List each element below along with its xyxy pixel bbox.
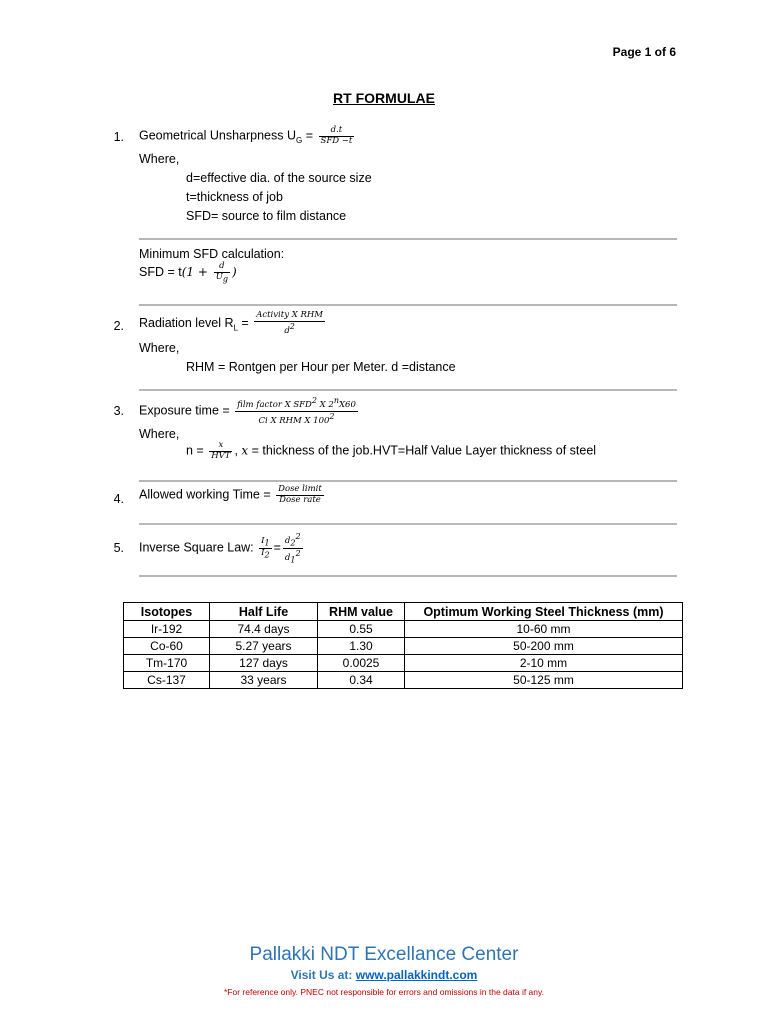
divider (139, 304, 677, 306)
formula-3-n-lhs: n = (186, 443, 204, 458)
table-cell: 1.30 (318, 638, 405, 655)
formula-4-number: 4. (113, 492, 124, 506)
min-sfd-close: ) (232, 265, 237, 280)
formula-2-number: 2. (113, 319, 124, 333)
formula-1-numerator: d.t (319, 126, 355, 137)
table-row (124, 672, 683, 689)
header-half-life: Half Life (210, 603, 318, 621)
table-header-row (124, 603, 683, 621)
table-cell: Ir-192 (124, 621, 210, 638)
min-sfd-heading: Minimum SFD calculation: (139, 247, 285, 261)
formula-2-where: Where, (139, 341, 180, 355)
min-sfd-numerator: d (214, 262, 230, 273)
formula-1-sub: G (296, 136, 303, 146)
table-cell: 74.4 days (210, 621, 318, 638)
formula-3-n-definition: n = $\frac{x}{\text{HVT}}$ , x = thickness of the job.HVT=Half Value Layer thickness of steel (186, 440, 597, 461)
table-cell: 50-125 mm (405, 672, 683, 689)
formula-3-number: 3. (113, 404, 124, 418)
formula-1-def-sfd: SFD= source to film distance (186, 209, 347, 223)
formula-3-n-def: = thickness of the job.HVT=Half Value Layer thickness of steel (248, 443, 597, 458)
footer-center-name: Pallakki NDT Excellance Center (249, 944, 519, 965)
footer-visit (0, 968, 768, 982)
table-cell: 0.34 (318, 672, 405, 689)
table-row (124, 655, 683, 672)
page-title: RT FORMULAE (333, 90, 435, 106)
formula-5-right-fraction: $\frac{d_2^2}{d_1^2}$ (284, 532, 301, 565)
formula-3-x: x (241, 443, 249, 458)
table-cell: 2-10 mm (405, 655, 683, 672)
table-cell: 0.55 (318, 621, 405, 638)
formula-4-fraction (276, 485, 324, 506)
footer-website-link[interactable]: www.pallakkindt.com (355, 968, 478, 982)
formula-3-numerator: film factor X SFD$^2$ X 2$^n$X60 (237, 396, 356, 410)
divider (139, 480, 677, 482)
table-cell: 10-60 mm (405, 621, 683, 638)
formula-1-eq: = (302, 128, 314, 143)
formula-5-inverse-square-law (139, 532, 305, 564)
formula-1-def-d: d=effective dia. of the source size (186, 171, 372, 185)
page-number: Page 1 of 6 (612, 45, 676, 59)
divider (139, 389, 677, 391)
header-rhm-value: RHM value (318, 603, 405, 621)
formula-2-denominator: $d^2$ (284, 321, 295, 336)
table-cell: 33 years (210, 672, 318, 689)
formula-2-eq: = (237, 315, 249, 330)
table-row (124, 638, 683, 655)
formula-1-number: 1. (113, 130, 124, 144)
footer-disclaimer: *For reference only. PNEC not responsible for errors and omissions in the data if any. (223, 987, 544, 997)
formula-1-def-t: t=thickness of job (186, 190, 283, 204)
formula-3-denominator: Ci X RHM X $100^2$ (258, 411, 335, 426)
footer-visit-label: Visit Us at: (290, 968, 356, 982)
divider (139, 575, 677, 577)
divider (139, 523, 677, 525)
formula-1-label: Geometrical Unsharpness U (139, 128, 297, 143)
formula-2-radiation-level (139, 311, 327, 336)
formula-2-numerator: Activity X RHM (256, 310, 323, 320)
formula-2-def: RHM = Rontgen per Hour per Meter. d =distance (186, 360, 456, 374)
formula-2-fraction (254, 311, 325, 336)
header-optimum-thickness: Optimum Working Steel Thickness (mm) (405, 603, 683, 621)
table-cell: Co-60 (124, 638, 210, 655)
header-isotopes: Isotopes (124, 603, 210, 621)
formula-3-n-fraction (209, 441, 232, 462)
formula-1-fraction (319, 126, 355, 147)
formula-1-denominator: SFD −t (320, 135, 353, 146)
divider (139, 238, 677, 240)
formula-4-numerator: Dose limit (278, 484, 322, 494)
min-sfd-fraction (214, 262, 230, 284)
isotope-table (123, 602, 683, 689)
min-sfd-formula (139, 262, 237, 284)
formula-5-eq: = (273, 540, 281, 555)
formula-1-geometrical-unsharpness (139, 126, 356, 147)
formula-3-exposure-time (139, 396, 360, 426)
formula-5-number: 5. (113, 541, 124, 555)
formula-2-sub: L (233, 323, 238, 333)
table-cell: 0.0025 (318, 655, 405, 672)
formula-3-n-denominator: HVT (211, 450, 231, 461)
min-sfd-lhs: SFD = t (139, 265, 182, 280)
table-cell: 127 days (210, 655, 318, 672)
formula-5-label: Inverse Square Law: (139, 540, 254, 555)
table-cell: Tm-170 (124, 655, 210, 672)
formula-4-allowed-working-time (139, 485, 326, 506)
table-cell: 50-200 mm (405, 638, 683, 655)
formula-3-fraction (235, 396, 358, 426)
formula-2-label: Radiation level R (139, 315, 234, 330)
formula-5-left-fraction: $\frac{I_1}{I_2}$ (261, 535, 270, 560)
min-sfd-denominator: $U_g$ (215, 271, 229, 284)
formula-4-denominator: Dose rate (279, 494, 321, 505)
formula-3-label: Exposure time = (139, 403, 230, 418)
min-sfd-open: (1 + (181, 265, 212, 280)
formula-3-where: Where, (139, 427, 180, 441)
formula-4-label: Allowed working Time = (139, 487, 271, 502)
table-cell: 5.27 years (210, 638, 318, 655)
formula-3-n-numerator: x (209, 441, 232, 452)
table-cell: Cs-137 (124, 672, 210, 689)
table-row (124, 621, 683, 638)
formula-1-where: Where, (139, 152, 180, 166)
